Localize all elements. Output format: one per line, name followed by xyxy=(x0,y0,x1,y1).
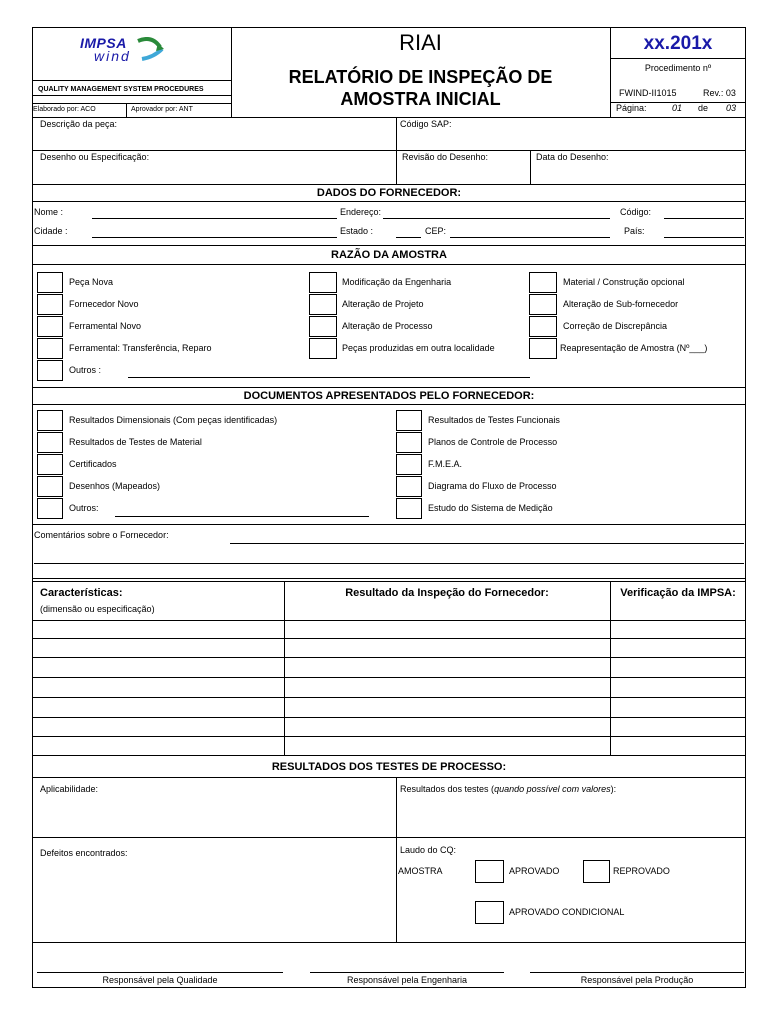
section-line xyxy=(32,245,746,246)
process-line xyxy=(32,837,746,838)
estado-input[interactable] xyxy=(396,237,421,238)
signature-line-producao[interactable] xyxy=(530,972,744,973)
pagina-total: 03 xyxy=(726,103,737,113)
checkbox-fornecedor-novo[interactable] xyxy=(37,294,63,315)
endereco-input[interactable] xyxy=(383,218,610,219)
signature-engenharia-label: Responsável pela Engenharia xyxy=(346,975,468,985)
checkbox-outros-docs[interactable] xyxy=(37,498,63,519)
checkbox-certificados[interactable] xyxy=(37,454,63,475)
section-line xyxy=(32,387,746,388)
estado-label: Estado : xyxy=(340,226,374,236)
checkbox-aprovado[interactable] xyxy=(475,860,504,883)
aprovador-label: Aprovador por: ANT xyxy=(131,106,193,113)
reason-label: Alteração de Sub-fornecedor xyxy=(563,299,679,309)
checkbox-reprovado[interactable] xyxy=(583,860,610,883)
form-title-line2: AMOSTRA INICIAL xyxy=(340,89,501,109)
codigo-input[interactable] xyxy=(664,218,744,219)
checkbox-modificacao-engenharia[interactable] xyxy=(309,272,337,293)
endereco-label: Endereço: xyxy=(340,207,382,217)
checkbox-testes-material[interactable] xyxy=(37,432,63,453)
revisao-field[interactable]: Revisão do Desenho: xyxy=(402,152,489,162)
comentarios-label: Comentários sobre o Fornecedor: xyxy=(34,530,169,540)
signature-qualidade-label: Responsável pela Qualidade xyxy=(102,975,218,985)
reason-label: Alteração de Projeto xyxy=(342,299,424,309)
form-title-line1: RELATÓRIO DE INSPEÇÃO DE xyxy=(288,67,553,87)
doc-label: Estudo do Sistema de Medição xyxy=(428,503,553,513)
logo-text-top: IMPSA xyxy=(80,35,127,51)
pais-input[interactable] xyxy=(664,237,744,238)
reason-label: Modificação da Engenharia xyxy=(342,277,452,287)
desenho-field[interactable]: Desenho ou Especificação: xyxy=(40,152,150,162)
checkbox-reapresentacao[interactable] xyxy=(529,338,557,359)
defeitos-field[interactable]: Defeitos encontrados: xyxy=(40,848,128,858)
section-line xyxy=(32,581,746,582)
form-frame xyxy=(32,27,746,988)
codigo-sap-field[interactable]: Código SAP: xyxy=(400,119,452,129)
reason-label: Ferramental Novo xyxy=(69,321,142,331)
section-line xyxy=(32,777,746,778)
resultados-suffix: ): xyxy=(610,784,617,794)
resultados-italic: quando possível com valores xyxy=(494,784,611,794)
docs-section-title: DOCUMENTOS APRESENTADOS PELO FORNECEDOR: xyxy=(243,390,535,402)
reason-label: Reapresentação de Amostra (Nº___) xyxy=(560,343,708,353)
elaborado-label: Elaborado por: ACO xyxy=(33,106,96,113)
header-line xyxy=(32,80,231,81)
checkbox-resultados-dimensionais[interactable] xyxy=(37,410,63,431)
checkbox-alteracao-processo[interactable] xyxy=(309,316,337,337)
resultados-testes-field[interactable] xyxy=(400,784,616,795)
header-line xyxy=(126,103,127,117)
doc-label: Planos de Controle de Processo xyxy=(428,437,558,447)
checkbox-estudo-medicao[interactable] xyxy=(396,498,422,519)
signature-line-qualidade[interactable] xyxy=(37,972,283,973)
revision: Rev.: 03 xyxy=(703,88,736,98)
resultado-inspecao-header: Resultado da Inspeção do Fornecedor: xyxy=(345,587,549,599)
section-line xyxy=(32,755,746,756)
cidade-label: Cidade : xyxy=(34,226,68,236)
checkbox-planos-controle[interactable] xyxy=(396,432,422,453)
supplier-section-title: DADOS DO FORNECEDOR: xyxy=(316,187,462,199)
logo-text-bottom: wind xyxy=(94,48,131,64)
checkbox-alteracao-projeto[interactable] xyxy=(309,294,337,315)
reason-label: Correção de Discrepância xyxy=(563,321,668,331)
doc-label: Outros: xyxy=(69,503,99,513)
table-row xyxy=(32,697,746,698)
pagina-num: 01 xyxy=(672,103,683,113)
reason-section-title: RAZÃO DA AMOSTRA xyxy=(331,249,447,261)
checkbox-pecas-outra-localidade[interactable] xyxy=(309,338,337,359)
procedimento-label: Procedimento nº xyxy=(644,63,712,73)
laudo-label: Laudo do CQ: xyxy=(400,845,457,855)
header-line xyxy=(32,95,231,96)
data-desenho-field[interactable]: Data do Desenho: xyxy=(536,152,609,162)
part-line xyxy=(32,150,746,151)
aprovado-condicional-label: APROVADO CONDICIONAL xyxy=(509,907,625,917)
table-row xyxy=(32,638,746,639)
doc-label: Certificados xyxy=(69,459,117,469)
process-divider xyxy=(396,777,397,942)
section-line xyxy=(32,264,746,265)
part-divider xyxy=(530,150,531,184)
company-logo xyxy=(80,35,170,69)
doc-label: Diagrama do Fluxo de Processo xyxy=(428,481,557,491)
pagina-de: de xyxy=(698,103,709,113)
checkbox-aprovado-condicional[interactable] xyxy=(475,901,504,924)
section-line xyxy=(32,524,746,525)
reason-label: Material / Construção opcional xyxy=(563,277,685,287)
checkbox-ferramental-novo[interactable] xyxy=(37,316,63,337)
aplicabilidade-field[interactable]: Aplicabilidade: xyxy=(40,784,99,794)
qms-label: QUALITY MANAGEMENT SYSTEM PROCEDURES xyxy=(38,86,204,93)
table-row xyxy=(32,736,746,737)
reason-label: Peças produzidas em outra localidade xyxy=(342,343,495,353)
reason-label: Ferramental: Transferência, Reparo xyxy=(69,343,212,353)
impsa-wind-logo-icon xyxy=(134,37,168,63)
form-code: FWIND-II1015 xyxy=(619,88,677,98)
table-row xyxy=(32,677,746,678)
checkbox-fmea[interactable] xyxy=(396,454,422,475)
verificacao-impsa-header: Verificação da IMPSA: xyxy=(620,587,736,599)
checkbox-testes-funcionais[interactable] xyxy=(396,410,422,431)
reason-label: Peça Nova xyxy=(69,277,114,287)
codigo-label: Código: xyxy=(620,207,652,217)
table-row xyxy=(32,717,746,718)
outros-razao-input[interactable] xyxy=(128,377,530,378)
cep-label: CEP: xyxy=(425,226,447,236)
process-section-title: RESULTADOS DOS TESTES DE PROCESSO: xyxy=(271,761,507,773)
aprovado-label: APROVADO xyxy=(509,866,560,876)
cep-input[interactable] xyxy=(450,237,610,238)
nome-label: Nome : xyxy=(34,207,64,217)
section-line xyxy=(32,942,746,943)
doc-label: Resultados de Testes Funcionais xyxy=(428,415,560,425)
comentarios-input-line1[interactable] xyxy=(230,543,744,544)
checkbox-correcao-discrepancia[interactable] xyxy=(529,316,557,337)
outros-docs-input[interactable] xyxy=(115,516,369,517)
doc-label: Desenhos (Mapeados) xyxy=(69,481,161,491)
doc-label: Resultados de Testes de Material xyxy=(69,437,202,447)
caracteristicas-header: Características: xyxy=(40,587,123,599)
checkbox-material-construcao[interactable] xyxy=(529,272,557,293)
checkbox-outros-razao[interactable] xyxy=(37,360,63,381)
pagina-label: Página: xyxy=(616,103,647,113)
header-line xyxy=(610,58,746,59)
reason-label: Alteração de Processo xyxy=(342,321,433,331)
resultados-prefix: Resultados dos testes ( xyxy=(400,784,495,794)
descricao-field[interactable]: Descrição da peça: xyxy=(40,119,118,129)
doc-label: F.M.E.A. xyxy=(428,459,463,469)
section-line xyxy=(32,404,746,405)
reprovado-label: REPROVADO xyxy=(613,866,670,876)
checkbox-diagrama-fluxo[interactable] xyxy=(396,476,422,497)
signature-producao-label: Responsável pela Produção xyxy=(580,975,694,985)
reason-label: Outros : xyxy=(69,365,102,375)
section-line xyxy=(32,578,746,579)
section-line xyxy=(32,201,746,202)
nome-input[interactable] xyxy=(92,218,337,219)
reason-label: Fornecedor Novo xyxy=(69,299,139,309)
comentarios-input-line2[interactable] xyxy=(34,563,744,564)
caracteristicas-subheader: (dimensão ou especificação) xyxy=(40,604,155,614)
header-bottom-line xyxy=(32,117,746,118)
table-row xyxy=(32,657,746,658)
part-line xyxy=(32,184,746,185)
checkbox-ferramental-transferencia[interactable] xyxy=(37,338,63,359)
doc-code: xx.201x xyxy=(643,33,713,54)
pais-label: País: xyxy=(624,226,645,236)
signature-line-engenharia[interactable] xyxy=(310,972,504,973)
form-short-title: RIAI xyxy=(399,30,442,55)
checkbox-desenhos-mapeados[interactable] xyxy=(37,476,63,497)
checkbox-peca-nova[interactable] xyxy=(37,272,63,293)
checkbox-alteracao-subfornecedor[interactable] xyxy=(529,294,557,315)
amostra-label: AMOSTRA xyxy=(398,866,443,876)
cidade-input[interactable] xyxy=(92,237,337,238)
doc-label: Resultados Dimensionais (Com peças identificadas) xyxy=(69,415,278,425)
characteristics-table-body[interactable] xyxy=(32,620,746,755)
